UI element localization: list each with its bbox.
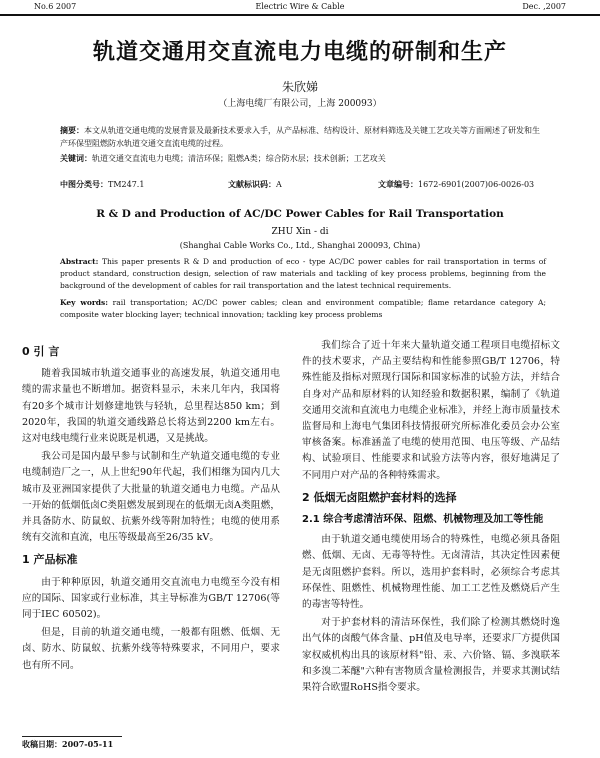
journal-name: Electric Wire & Cable [255,2,345,11]
abstract-text: 本文从轨道交通电缆的发展背景及最新技术要求入手，从产品标准、结构设计、原材料筛选及关键工艺攻关等方面阐述了研发和生产环保型阻燃防水轨道交通交直流电缆的过程。 [60,126,540,148]
received-date-footnote: 收稿日期：2007-05-11 [22,739,114,749]
section-2-1-heading: 2.1 综合考虑清洁环保、阻燃、机械物理及加工等性能 [302,514,544,526]
chinese-abstract [60,124,546,150]
right-paragraph-2: 由于轨道交通电缆使用场合的特殊性，电缆必须具备阻燃、低烟、无卤、无毒等特性。无卤清洁，其决定性因素便是无卤阻燃护套料。所以，选用护套料时，必须综合考虑其环保性、阻燃性、机械物理性能、加工工艺性及燃烧后产生的毒害等特性。 [302,534,560,611]
issue-number: No.6 2007 [34,2,77,11]
footnote-divider [22,736,122,737]
section-1-paragraph-1: 由于种种原因，轨道交通用交直流电力电缆至今没有相应的国际、国家或行业标准，其主导标准为GB/T 12706(等同于IEC 60502)。 [22,576,280,621]
section-0-heading: 0 引 言 [22,345,60,358]
right-paragraph-1: 我们综合了近十年来大量轨道交通工程项目电缆招标文件的技术要求，产品主要结构和性能参照GB/T 12706，特殊性能及指标对照现行国际和国家标准的试验方法，并结合自身对产品和原材料的认知经验和数据积累，编制了《轨道交通用交流和直流电力电缆企业标准》，并经上海市质量技术监督局和上海电气集团科技情报研究所标准化委员会办公室审核备案。标准涵盖了电缆的使用范围、电压等级、产品结构、试验项目、性能要求和试验方法等内容，很好地满足了不同用户对产品的各种特殊需求。 [302,340,560,481]
english-keywords [60,297,546,321]
english-affiliation: (Shanghai Cable Works Co., Ltd., Shanghai 200093, China) [179,241,421,250]
abstract-label: 摘要： [60,125,84,135]
section-0-paragraph-1: 随着我国城市轨道交通事业的高速发展，轨道交通用电缆的需求量也不断增加。据资料显示，未来几年内，我国将有20多个城市计划修建地铁与轻轨，总里程达850 km；到2020年，我国的轨道交通线路总长将达到2200 km左右。这对电线电缆行业来说既是机遇，又是挑战。 [22,368,280,445]
section-2-heading: 2 低烟无卤阻燃护套材料的选择 [302,490,457,504]
english-abstract-text: This paper presents R & D and production of eco - type AC/DC power cables for rail transportation in terms of product standard, construction design, selection of raw materials and tackling of key process problems, beginning from the background of the development of cables for rail transportation and the latest technical requirements. [60,257,546,291]
section-0-paragraph-2: 我公司是国内最早参与试制和生产轨道交通电缆的专业电缆制造厂之一，从上世纪90年代起，我们相继为国内几大城市及亚洲国家提供了大批量的轨道交通电力电缆。产品从一开始的低烟低卤C类阻燃发展到现在的低烟无卤A类阻燃，并具备防水、防鼠蚁、抗紫外线等附加特性；电缆的使用系统有交流和直流，电压等级最高至26/35 kV。 [22,451,280,544]
section-1-heading: 1 产品标准 [22,553,78,567]
english-title: R & D and Production of AC/DC Power Cables for Rail Transportation [96,208,504,220]
english-abstract-label: Abstract: [60,257,99,266]
document-code: 文献标识码：A [228,179,282,189]
chinese-author: 朱欣娣 [281,80,318,94]
keywords-text: 轨道交通交直流电力电缆；清洁环保；阻燃A类；综合防水层；技术创新；工艺攻关 [92,154,386,163]
chinese-affiliation: （上海电缆厂有限公司，上海 200093） [218,99,382,109]
article-number: 文章编号：1672-6901(2007)06-0026-03 [378,179,535,189]
english-keywords-text: rail transportation; AC/DC power cables; clean and environment compatible; flame retardance category A; composite water blocking layer; technical innovation; tackling key process problems [60,298,546,320]
running-header [0,0,600,16]
english-author: ZHU Xin - di [271,227,329,237]
right-column [302,338,560,698]
section-1-paragraph-2: 但是，目前的轨道交通电缆，一般都有阻燃、低烟、无卤、防水、防鼠蚁、抗紫外线等特殊要求，不同用户，要求也有所不同。 [22,627,280,671]
english-keywords-label: Key words: [60,298,109,307]
issue-date: Dec. ,2007 [522,2,566,11]
classification-number: 中图分类号：TM247.1 [60,179,145,189]
english-abstract [60,256,546,293]
right-paragraph-3: 对于护套材料的清洁环保性，我们除了检测其燃烧时逸出气体的卤酸气体含量、pH值及电导率，还要求厂方提供国家权威机构出具的该原材料"铅、汞、六价铬、镉、多溴联苯和多溴二苯醚"六种有害物质含量检测报告，并要求其测试结果符合欧盟RoHS指令要求。 [302,617,560,694]
chinese-title: 轨道交通用交直流电力电缆的研制和生产 [92,40,507,65]
keywords-label: 关键词： [60,153,92,163]
chinese-keywords [60,152,546,165]
left-column [22,338,280,676]
